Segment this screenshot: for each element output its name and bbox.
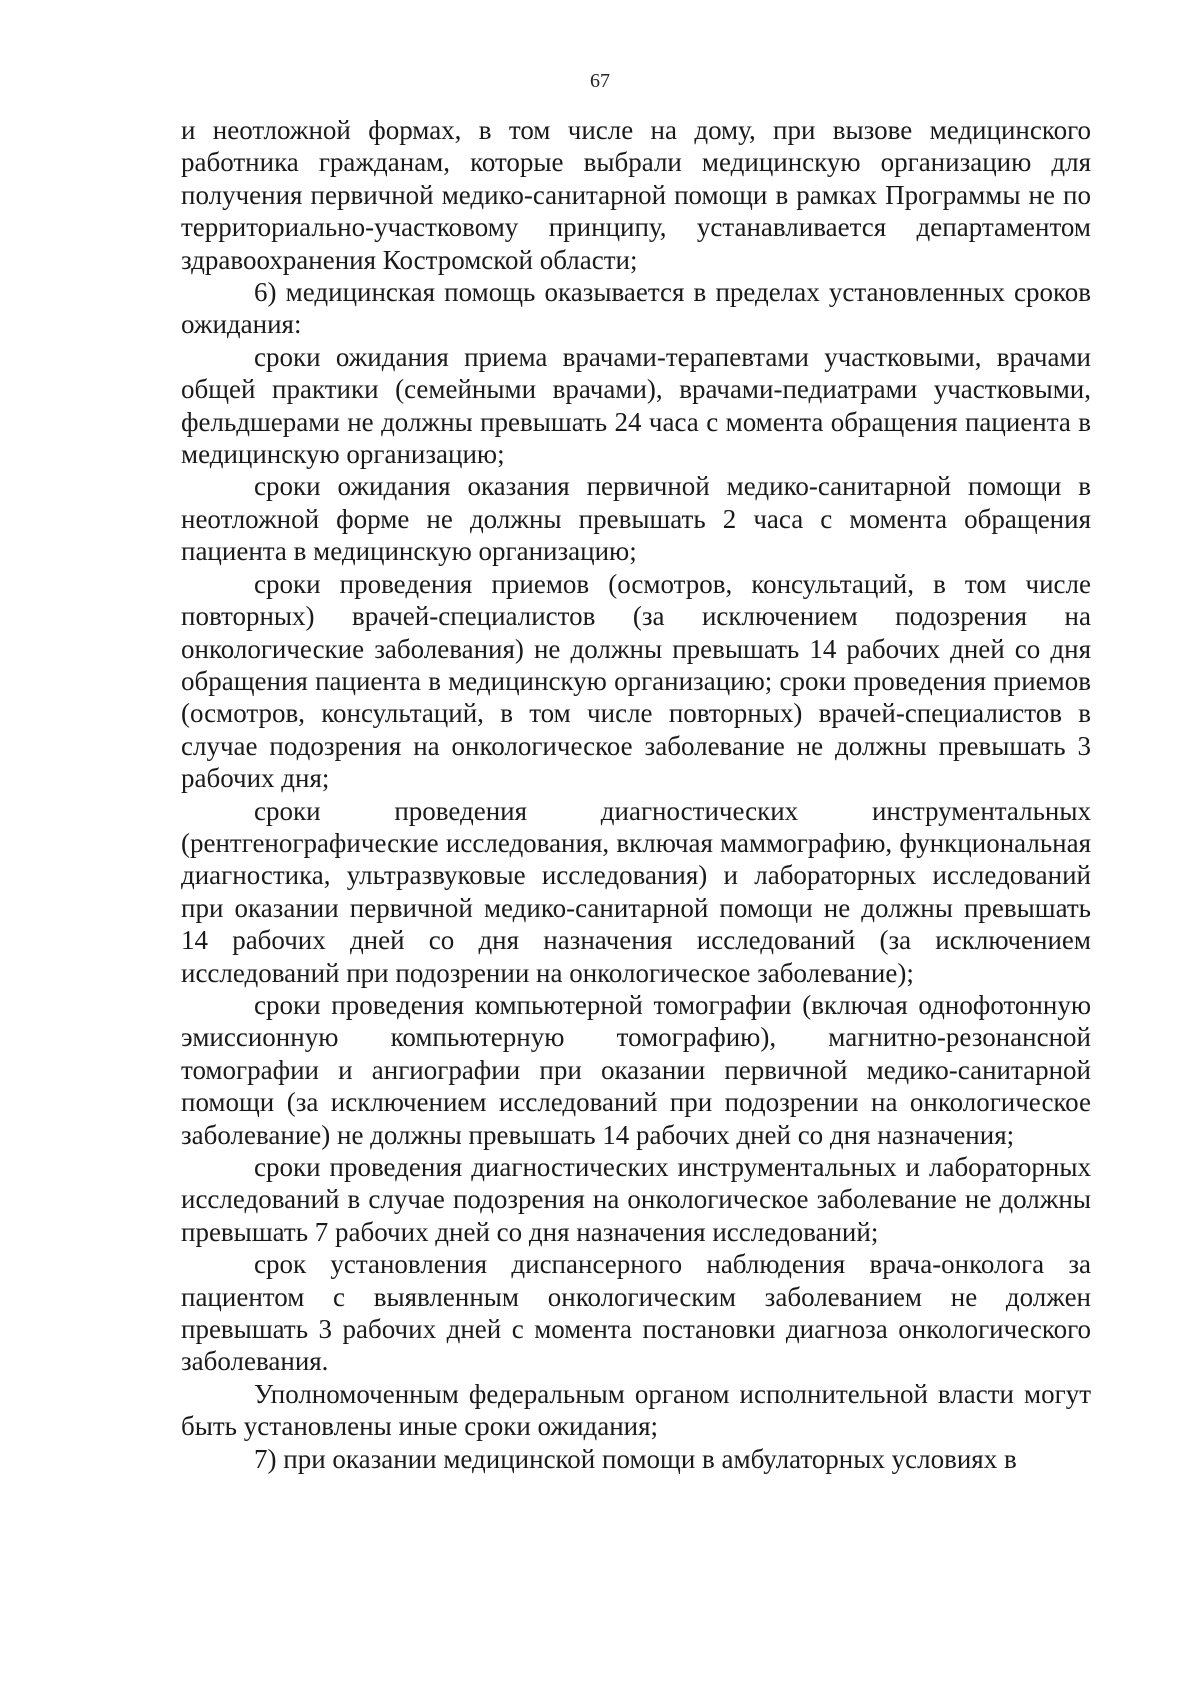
document-body <box>181 114 1091 1475</box>
paragraph-item-6: 6) медицинская помощь оказывается в пределах установленных сроков ожидания: <box>181 277 1091 340</box>
paragraph-oncologist-observation: срок установления диспансерного наблюдения врача-онколога за пациентом с выявленным онкологическим заболеванием не должен превышать 3 рабочих дней с момента постановки диагноза онкологического заболевания. <box>181 1249 1091 1377</box>
paragraph-federal-authority: Уполномоченным федеральным органом исполнительной власти могут быть установлены иные сроки ожидания; <box>181 1378 1091 1442</box>
paragraph-specialist-terms: сроки проведения приемов (осмотров, консультаций, в том числе повторных) врачей-специалистов (за исключением подозрения на онкологические заболевания) не должны превышать 14 рабочих дней со дня обращения пациента в медицинскую организацию; сроки проведения приемов (осмотров, консультаций, в том числе повторных) врачей-специалистов в случае подозрения на онкологическое заболевание не должны превышать 3 рабочих дня; <box>181 568 1091 794</box>
paragraph-continuation: и неотложной формах, в том числе на дому, при вызове медицинского работника гражданам, которые выбрали медицинскую организацию для получения первичной медико-санитарной помощи в рамках Программы не по территориально-участковому принципу, устанавливается департаментом здравоохранения Костромской области; <box>181 115 1091 275</box>
paragraph-item-7: 7) при оказании медицинской помощи в амбулаторных условиях в <box>254 1443 1017 1474</box>
paragraph-oncology-diagnostics-terms: сроки проведения диагностических инструментальных и лабораторных исследований в случае подозрения на онкологическое заболевание не должны превышать 7 рабочих дней со дня назначения исследований; <box>181 1152 1091 1247</box>
paragraph-tomography-terms: сроки проведения компьютерной томографии (включая однофотонную эмиссионную компьютерную томографию), магнитно-резонансной томографии и ангиографии при оказании первичной медико-санитарной помощи (за исключением исследований при подозрении на онкологическое заболевание) не должны превышать 14 рабочих дней со дня назначения; <box>181 989 1091 1150</box>
page-number: 67 <box>590 70 610 92</box>
paragraph-reception-terms: сроки ожидания приема врачами-терапевтами участковыми, врачами общей практики (семейными врачами), врачами-педиатрами участковыми, фельдшерами не должны превышать 24 часа с момента обращения пациента в медицинскую организацию; <box>181 341 1091 470</box>
paragraph-urgent-care-terms: сроки ожидания оказания первичной медико-санитарной помощи в неотложной форме не должны превышать 2 часа с момента обращения пациента в медицинскую организацию; <box>181 471 1091 567</box>
paragraph-diagnostics-terms: сроки проведения диагностических инструментальных (рентгенографические исследования, включая маммографию, функциональная диагностика, ультразвуковые исследования) и лабораторных исследований при оказании первичной медико-санитарной помощи не должны превышать 14 рабочих дней со дня назначения исследований (за исключением исследований при подозрении на онкологическое заболевание); <box>181 795 1091 988</box>
